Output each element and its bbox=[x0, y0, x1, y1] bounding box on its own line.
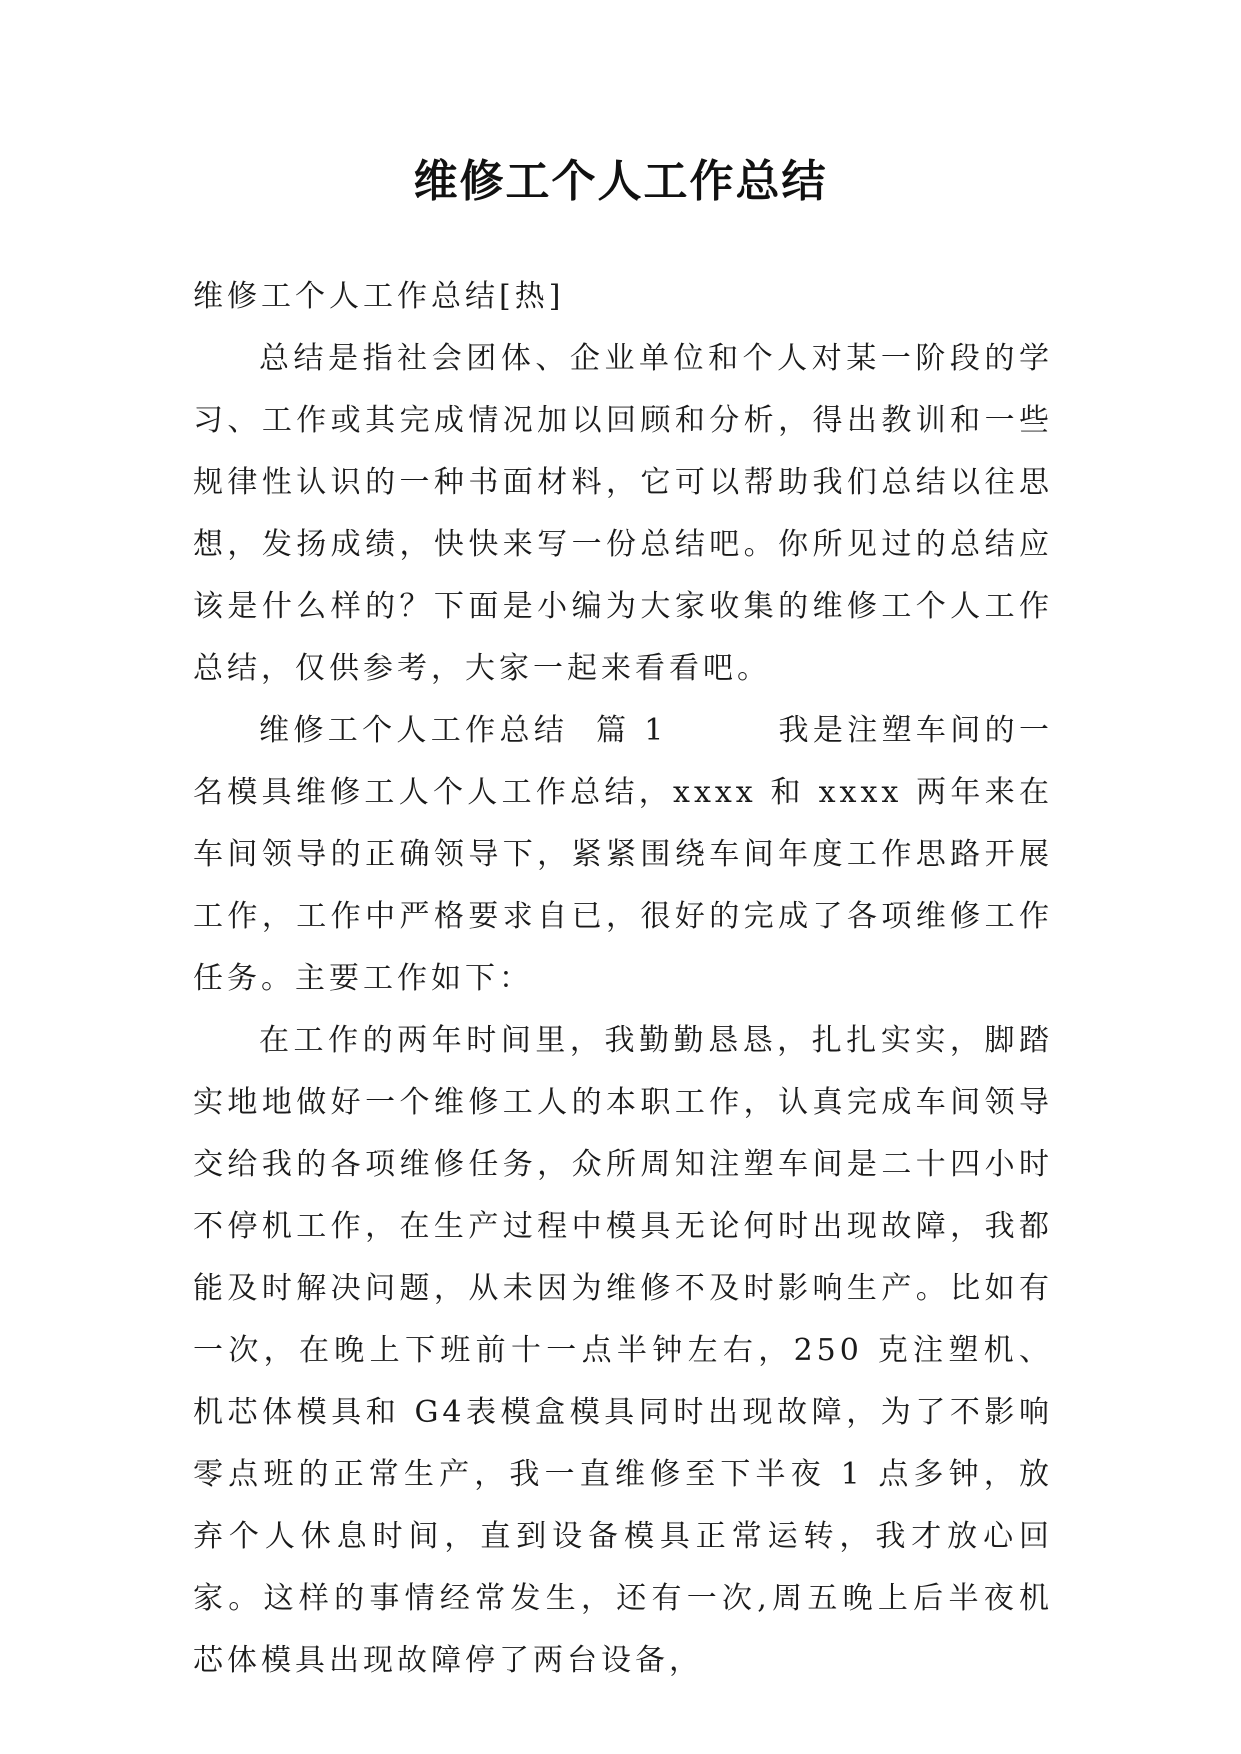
document-title: 维修工个人工作总结 bbox=[413, 156, 828, 207]
paragraph-part-1: 维修工个人工作总结 篇 1 我是注塑车间的一名模具维修工人个人工作总结，xxxx 和 xxxx 两年来在车间领导的正确领导下，紧紧围绕车间年度工作思路开展工作，工作中严格要求自已，很好的完成了各项维修工作任务。主要工作如下： bbox=[193, 713, 1053, 996]
document-body bbox=[193, 266, 1053, 1692]
paragraph-intro: 总结是指社会团体、企业单位和个人对某一阶段的学习、工作或其完成情况加以回顾和分析，得出教训和一些规律性认识的一种书面材料，它可以帮助我们总结以往思想，发扬成绩，快快来写一份总结吧。你所见过的总结应该是什么样的？下面是小编为大家收集的维修工个人工作总结，仅供参考，大家一起来看看吧。 bbox=[193, 341, 1053, 686]
document-subtitle: 维修工个人工作总结[热] bbox=[193, 279, 565, 314]
paragraph-work-details: 在工作的两年时间里，我勤勤恳恳，扎扎实实，脚踏实地地做好一个维修工人的本职工作，认真完成车间领导交给我的各项维修任务，众所周知注塑车间是二十四小时不停机工作，在生产过程中模具无论何时出现故障，我都能及时解决问题，从未因为维修不及时影响生产。比如有一次，在晚上下班前十一点半钟左右，250 克注塑机、机芯体模具和 G4表模盒模具同时出现故障，为了不影响零点班的正常生产，我一直维修至下半夜 1 点多钟，放弃个人休息时间，直到设备模具正常运转，我才放心回家。这样的事情经常发生，还有一次,周五晚上后半夜机芯体模具出现故障停了两台设备， bbox=[193, 1023, 1053, 1678]
